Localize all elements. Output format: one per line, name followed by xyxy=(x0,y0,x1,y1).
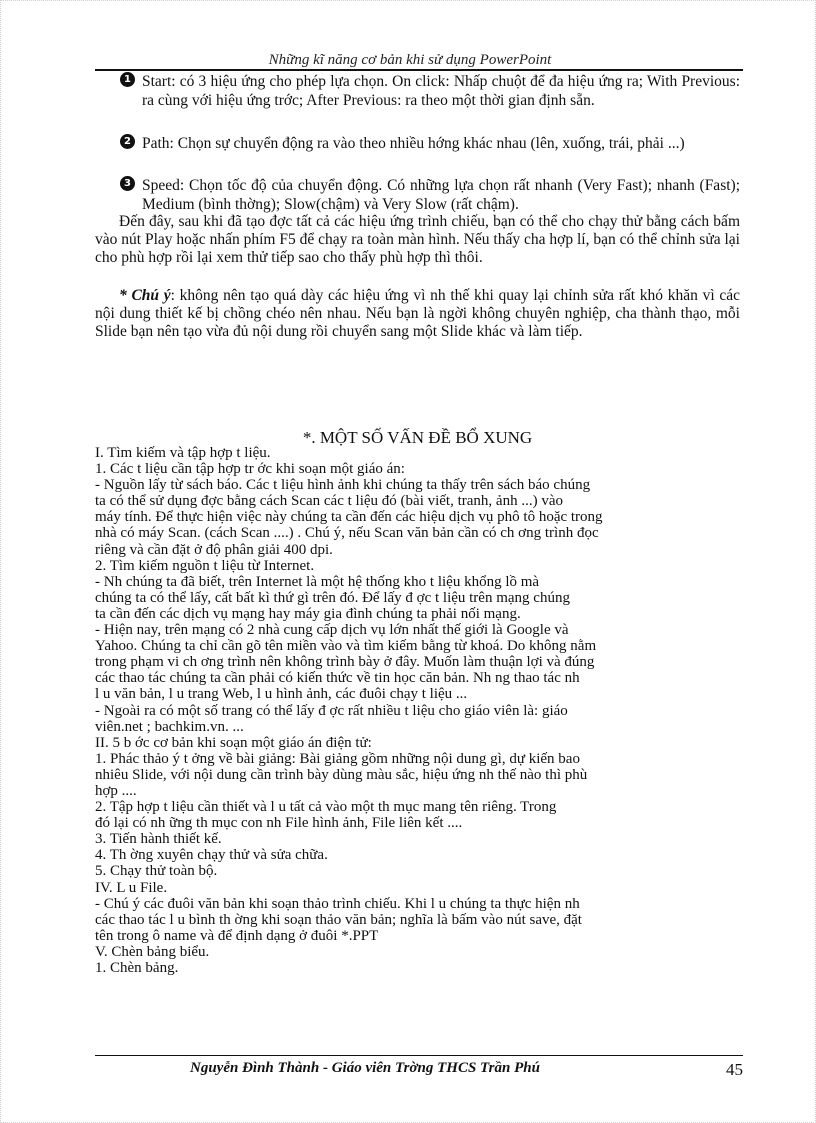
note-label: * Chú ý xyxy=(119,287,171,304)
body-line: nhiêu Slide, với nội dung cần trình bày dùng màu sắc, hiệu ứng nh thế nào thì phù xyxy=(95,766,588,783)
running-header: Những kĩ năng cơ bản khi sử dụng PowerPoint xyxy=(268,52,552,68)
body-line: II. 5 b ớc cơ bản khi soạn một giáo án điện tử: xyxy=(95,734,372,751)
body-line: - Chú ý các đuôi văn bản khi soạn thảo trình chiếu. Khi l u chúng ta thực hiện nh xyxy=(95,895,580,912)
body-line: 2. Tìm kiếm nguồn t liệu từ Internet. xyxy=(95,557,315,574)
bullet-text: Start: có 3 hiệu ứng cho phép lựa chọn. On click: Nhấp chuột để đa hiệu ứng ra; With Previous: ra cùng với hiệu ứng trớc; After Previous: ra theo một thời gian định sẵn. xyxy=(142,73,740,109)
paragraph-summary xyxy=(95,213,740,267)
body-line: - Nguồn lấy từ sách báo. Các t liệu hình ảnh khi chúng ta thấy trên sách báo chúng xyxy=(95,477,591,494)
footer-rule xyxy=(95,1055,743,1056)
body-line: đó lại có nh ững th mục con nh File hình ảnh, File liên kết .... xyxy=(95,815,463,832)
body-line: ta cần đến các dịch vụ mạng hay máy gia đình chúng ta phải nối mạng. xyxy=(95,605,521,622)
body-line: I. Tìm kiếm và tập hợp t liệu. xyxy=(95,445,271,461)
body-line: 2. Tập hợp t liệu cần thiết và l u tất cả vào một th mục mang tên riêng. Trong xyxy=(95,799,557,816)
header-rule xyxy=(95,69,743,71)
body-line: các thao tác l u bình th ờng khi soạn thảo văn bản; nghĩa là bấm vào nút save, đặt xyxy=(95,911,582,928)
body-text xyxy=(95,445,740,976)
bullet-text: Speed: Chọn tốc độ của chuyển động. Có những lựa chọn rất nhanh (Very Fast); nhanh (Fast); Medium (bình thờng); Slow(chậm) và Very Slow (rất chậm). xyxy=(142,177,740,213)
body-line: máy tính. Để thực hiện việc này chúng ta cần đến các hiệu dịch vụ phô tô hoặc trong xyxy=(95,509,603,526)
body-line: hợp .... xyxy=(95,782,137,799)
body-line: 1. Các t liệu cần tập hợp tr ớc khi soạn một giáo án: xyxy=(95,461,405,478)
footer-author: Nguyễn Đình Thành - Giáo viên Trờng THCS Trần Phú xyxy=(190,1060,540,1076)
body-line: Yahoo. Chúng ta chỉ cần gõ tên miền vào và tìm kiếm bằng từ khoá. Do không nằm xyxy=(95,638,597,655)
body-line: IV. L u File. xyxy=(95,879,168,896)
body-line: các thao tác chúng ta cần phải có kiến thức về tin học căn bản. Nh ng thao tác nh xyxy=(95,670,580,687)
paragraph-text: Đến đây, sau khi đã tạo đợc tất cả các hiệu ứng trình chiếu, bạn có thể cho chạy thử bằng cách bấm vào nút Play hoặc nhấn phím F5 để chạy ra toàn màn hình. Nếu thấy cha hợp lí, bạn có thể chỉnh sửa lại cho phù hợp rồi lại xem thử tiếp sao cho thấy phù hợp thì thôi. xyxy=(95,213,740,266)
body-line: - Ngoài ra có một số trang có thể lấy đ ợc rất nhiều t liệu cho giáo viên là: giáo xyxy=(95,702,568,719)
body-line: - Hiện nay, trên mạng có 2 nhà cung cấp dịch vụ lớn nhất thế giới là Google và xyxy=(95,622,569,639)
page-number: 45 xyxy=(726,1060,743,1079)
paragraph-note xyxy=(95,287,740,341)
number-1-icon: 1 xyxy=(120,72,135,87)
bullet-start xyxy=(120,72,740,110)
body-line: V. Chèn bảng biểu. xyxy=(95,943,210,960)
bullet-speed xyxy=(120,176,740,214)
body-line: - Nh chúng ta đã biết, trên Internet là một hệ thống kho t liệu khổng lồ mà xyxy=(95,573,540,590)
body-line: tên trong ô name và để định dạng ở đuôi *.PPT xyxy=(95,927,379,944)
body-line: 1. Phác thảo ý t ởng về bài giảng: Bài giảng gồm những nội dung gì, dự kiến bao xyxy=(95,750,580,767)
body-line: 1. Chèn bảng. xyxy=(95,960,179,976)
body-line: riêng và cần đặt ở độ phân giải 400 dpi. xyxy=(95,541,333,558)
number-3-icon: 3 xyxy=(120,176,135,191)
number-2-icon: 2 xyxy=(120,134,135,149)
bullet-path xyxy=(120,134,740,153)
section-title: *. MỘT SỐ VẤN ĐỀ BỔ XUNG xyxy=(302,428,533,447)
body-line: 3. Tiến hành thiết kế. xyxy=(95,831,222,848)
body-line: trong phạm vi ch ơng trình nên không trình bày ở đây. Muốn làm thuận lợi và đúng xyxy=(95,654,595,671)
body-line: chúng ta có thể lấy, cất bất kì thứ gì trên đó. Để lấy đ ợc t liệu trên mạng chúng xyxy=(95,589,570,606)
body-line: ta có thể sử dụng đợc bằng cách Scan các t liệu đó (bài viết, tranh, ảnh ...) vào xyxy=(95,493,563,510)
body-line: nhà có máy Scan. (cách Scan ....) . Chú ý, nếu Scan văn bản cần có ch ơng trình đọc xyxy=(95,525,599,542)
body-line: 4. Th ờng xuyên chạy thử và sửa chữa. xyxy=(95,847,328,864)
bullet-text: Path: Chọn sự chuyển động ra vào theo nhiều hớng khác nhau (lên, xuống, trái, phải ...) xyxy=(142,135,685,152)
body-line: viên.net ; bachkim.vn. ... xyxy=(95,718,244,735)
paragraph-text: : không nên tạo quá dày các hiệu ứng vì nh thế khi quay lại chỉnh sửa rất khó khăn vì các nội dung thiết kế bị chồng chéo nên nhau. Nếu bạn là ngời không chuyên nghiệp, cha thành thạo, mỗi Slide bạn nên tạo vừa đủ nội dung rồi chuyển sang một Slide khác và làm tiếp. xyxy=(95,287,740,340)
body-line: l u văn bản, l u trang Web, l u hình ảnh, các đuôi chạy t liệu ... xyxy=(95,686,468,703)
body-line: 5. Chạy thử toàn bộ. xyxy=(95,863,218,880)
